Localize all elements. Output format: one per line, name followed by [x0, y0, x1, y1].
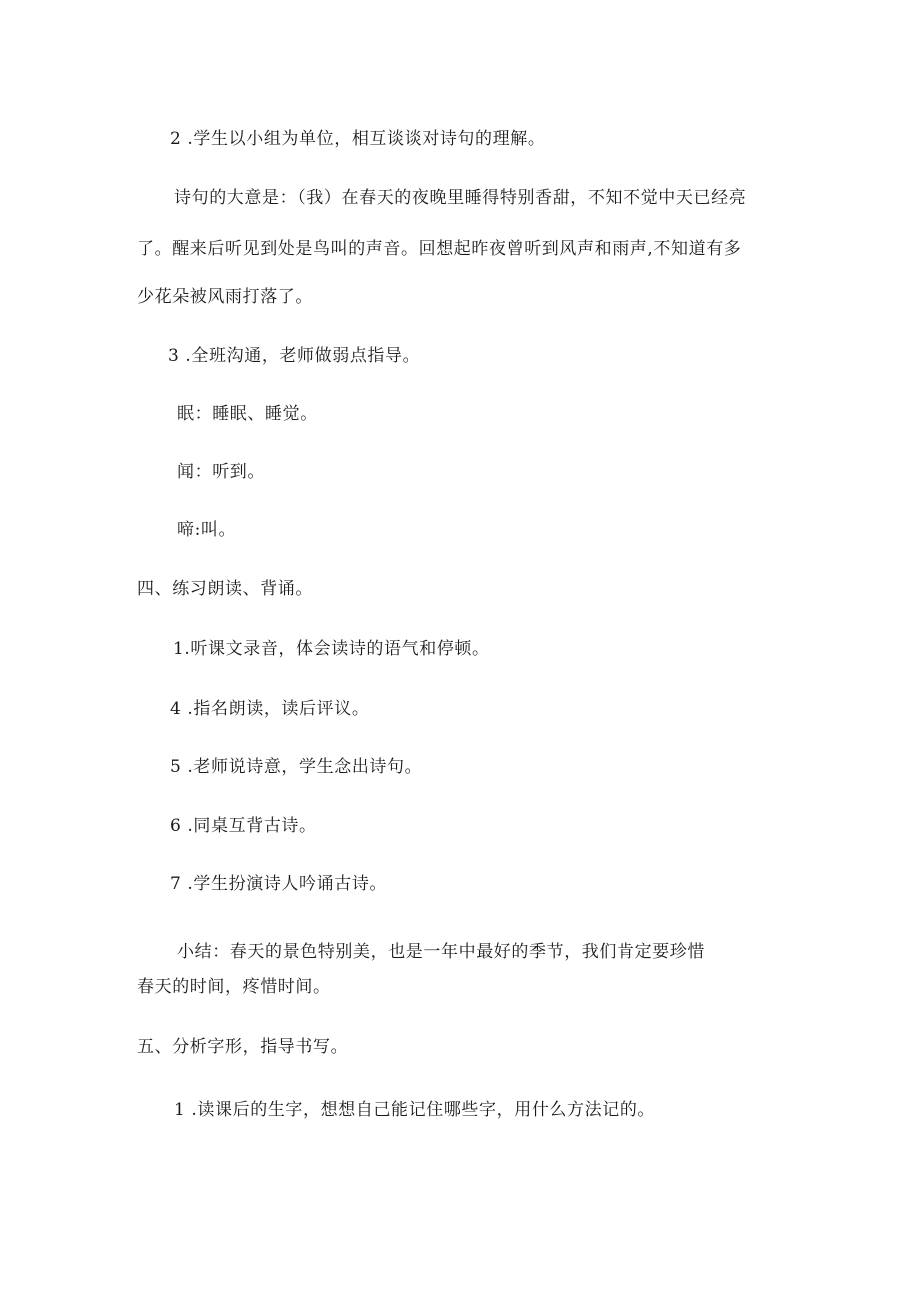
practice-step-6: 6 .同桌互背古诗。 — [170, 816, 317, 836]
definition-wen: 闻：听到。 — [177, 462, 265, 482]
practice-step-4: 4 .指名朗读，读后评议。 — [170, 699, 370, 719]
definition-ti: 啼:叫。 — [177, 520, 237, 540]
summary-line-2: 春天的时间，疼惜时间。 — [137, 977, 331, 997]
section-5-heading: 五、分析字形，指导书写。 — [137, 1037, 349, 1057]
poem-meaning-line-3: 少花朵被风雨打落了。 — [137, 287, 313, 307]
practice-step-1: 1.听课文录音，体会读诗的语气和停顿。 — [173, 639, 490, 659]
definition-mian: 眠：睡眠、睡觉。 — [177, 404, 318, 424]
poem-meaning-line-2: 了。醒来后听见到处是鸟叫的声音。回想起昨夜曾听到风声和雨声,不知道有多 — [137, 239, 742, 259]
writing-step-1: 1 .读课后的生字，想想自己能记住哪些字，用什么方法记的。 — [174, 1100, 656, 1120]
section-4-heading: 四、练习朗读、背诵。 — [137, 579, 313, 599]
summary-line-1: 小结：春天的景色特别美，也是一年中最好的季节，我们肯定要珍惜 — [177, 942, 705, 962]
practice-step-7: 7 .学生扮演诗人吟诵古诗。 — [170, 874, 388, 894]
step-3-paragraph: 3 .全班沟通，老师做弱点指导。 — [168, 346, 421, 366]
practice-step-5: 5 .老师说诗意，学生念出诗句。 — [170, 757, 423, 777]
step-2-paragraph: 2 .学生以小组为单位，相互谈谈对诗句的理解。 — [170, 129, 546, 149]
poem-meaning-line-1: 诗句的大意是：（我）在春天的夜晚里睡得特别香甜，不知不觉中天已经亮 — [174, 188, 747, 208]
